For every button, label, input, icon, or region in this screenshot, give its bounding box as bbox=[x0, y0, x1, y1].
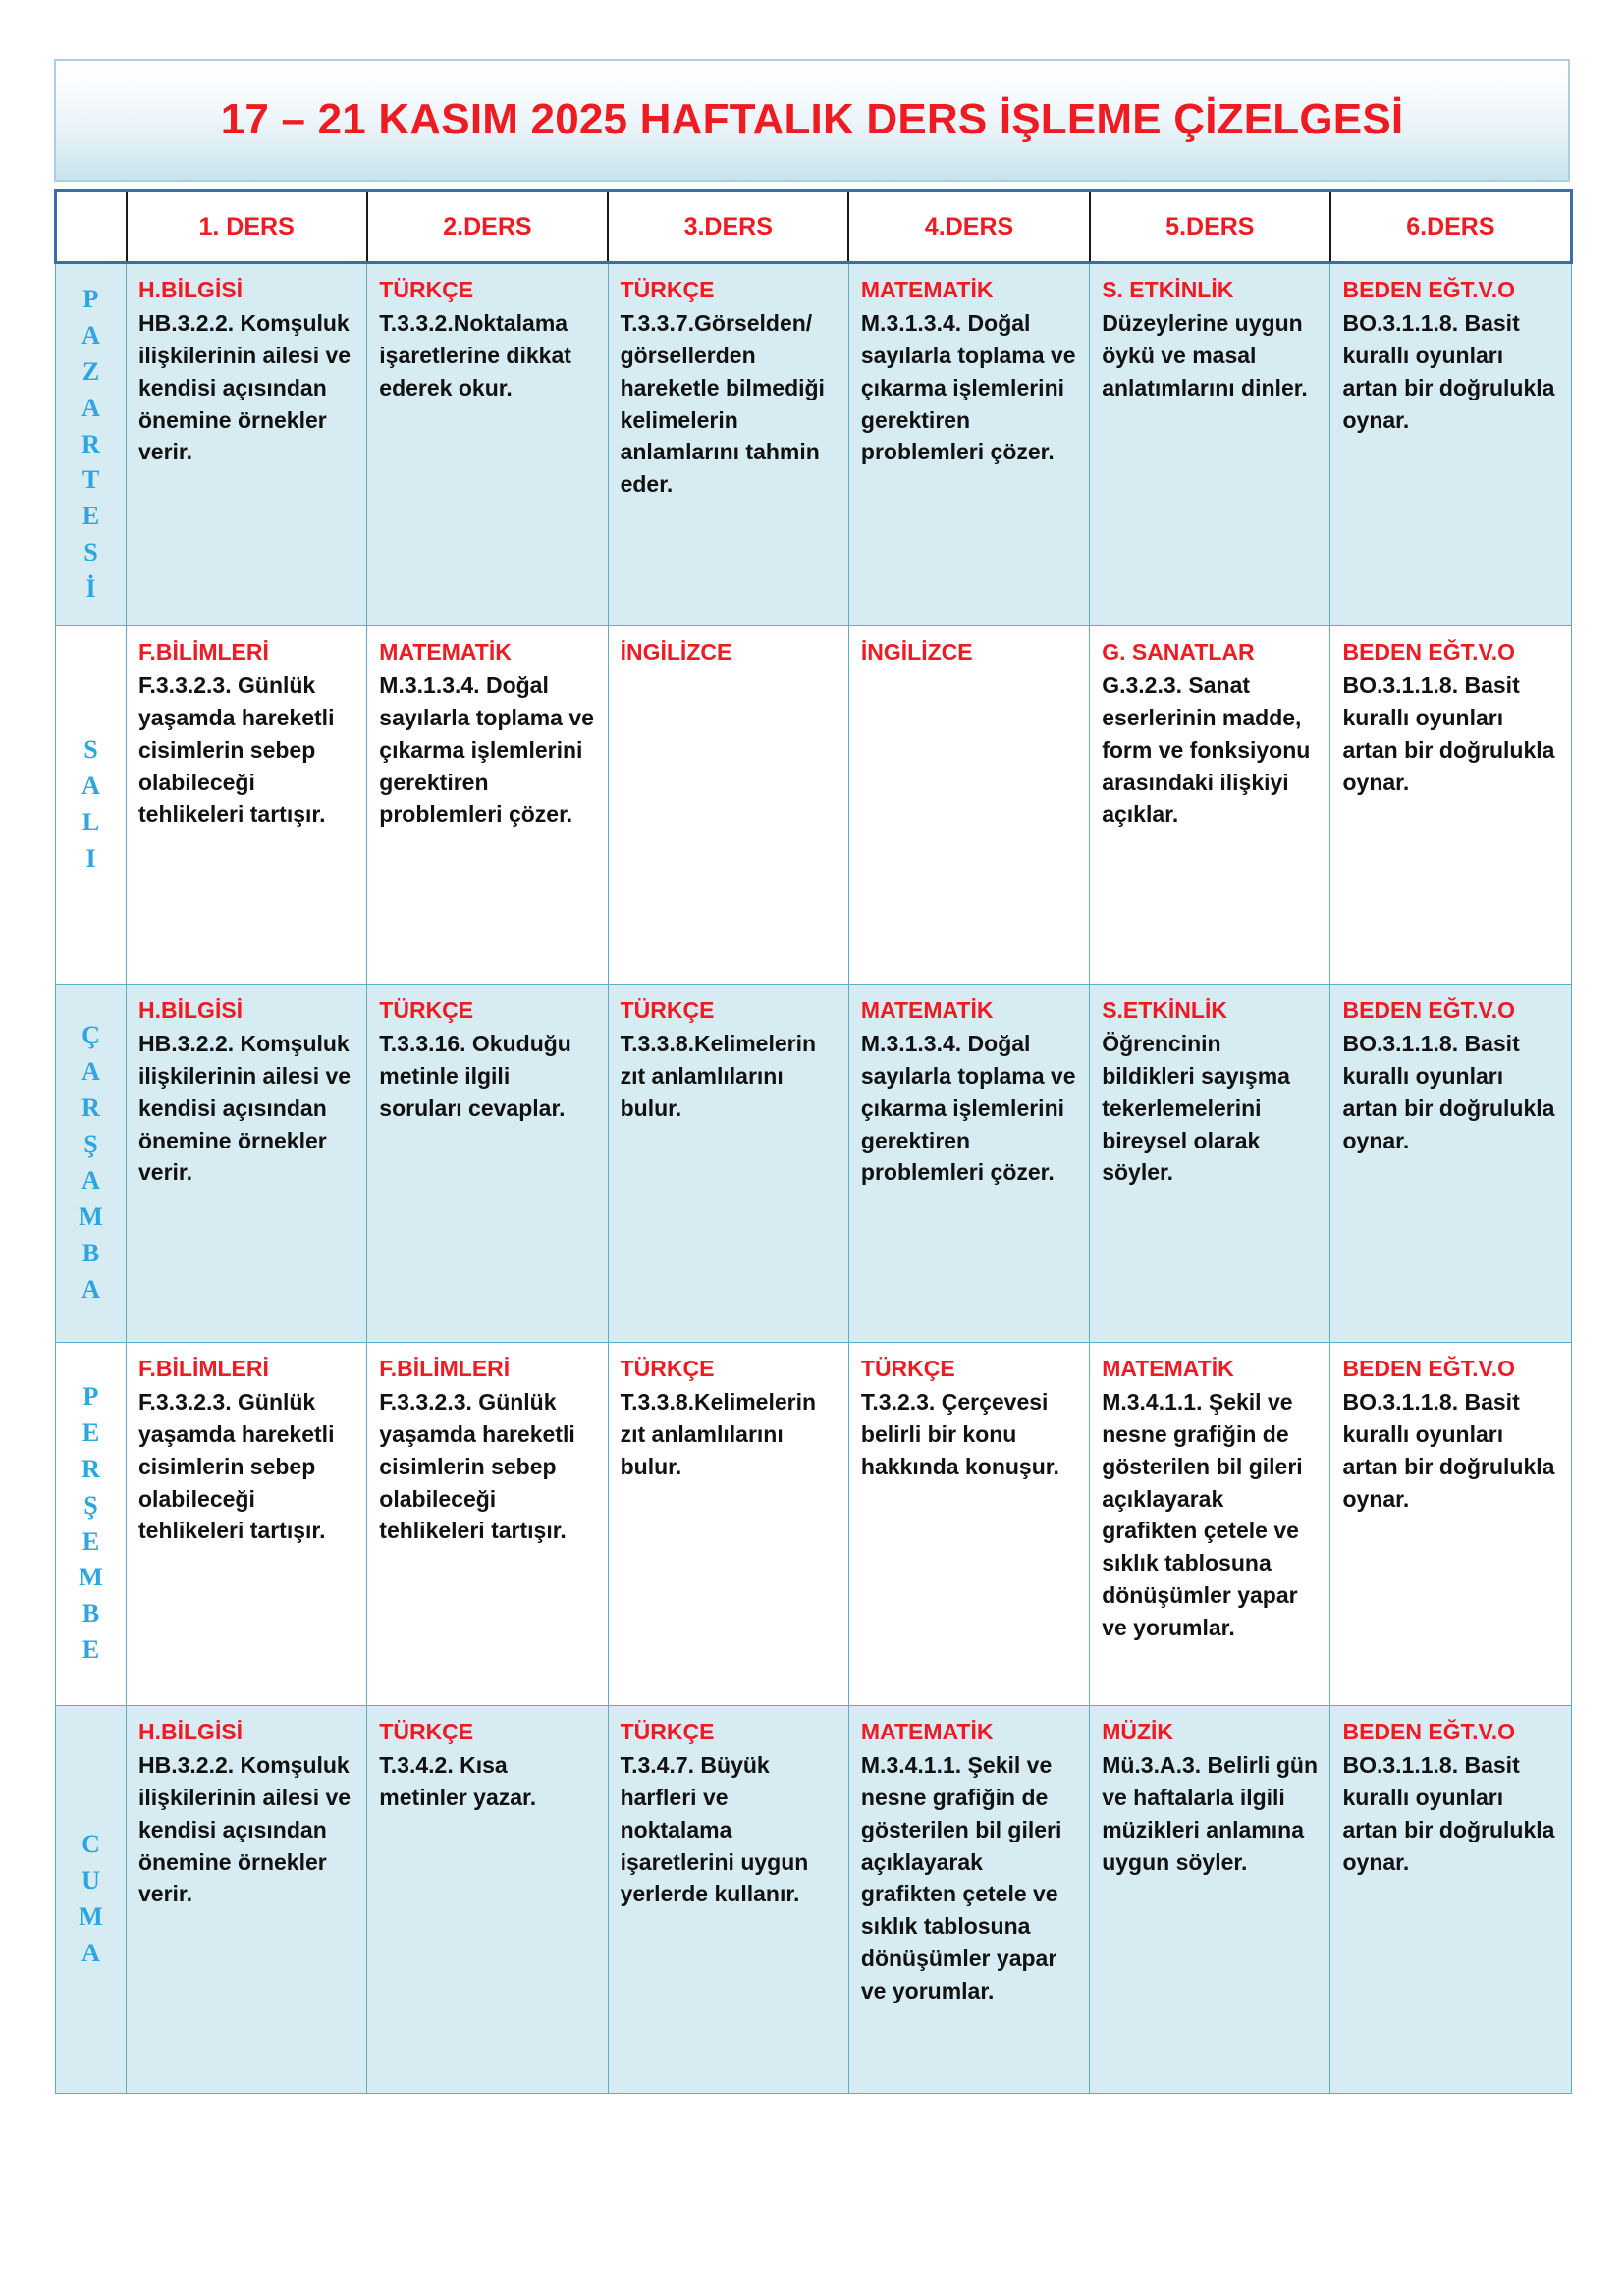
lesson-outcome: M.3.1.3.4. Doğal sayılarla toplama ve çıkarma işlemlerini gerektiren problemleri çözer. bbox=[860, 1030, 1076, 1186]
day-label-text: Ç A R Ş A M B A bbox=[79, 1021, 103, 1304]
lesson-outcome: F.3.3.2.3. Günlük yaşamda hareketli cisimlerin sebep olabileceği tehlikeleri tartışır. bbox=[138, 671, 335, 828]
lesson-outcome: BO.3.1.1.8. Basit kurallı oyunları artan bir doğrulukla oynar. bbox=[1342, 671, 1555, 795]
table-header-row bbox=[56, 191, 1572, 263]
lesson-subject: BEDEN EĞT.V.O bbox=[1342, 997, 1516, 1023]
column-header-lesson-2: 2.DERS bbox=[367, 191, 608, 263]
lesson-cell bbox=[1330, 263, 1571, 626]
day-label-text: P E R Ş E M B E bbox=[79, 1381, 103, 1665]
lesson-subject: MATEMATİK bbox=[860, 277, 994, 302]
lesson-subject: F.BİLİMLERİ bbox=[379, 1356, 511, 1381]
lesson-cell bbox=[1330, 985, 1571, 1343]
lesson-subject: TÜRKÇE bbox=[620, 277, 715, 302]
lesson-outcome: M.3.4.1.1. Şekil ve nesne grafiğin de gösterilen bil gileri açıklayarak grafikten çetele ve sıklık tablosuna dönüşümler yapar ve yorumlar. bbox=[860, 1751, 1062, 2003]
lesson-outcome: HB.3.2.2. Komşuluk ilişkilerinin ailesi ve kendisi açısından önemine örnekler verir. bbox=[138, 1751, 352, 1907]
lesson-cell bbox=[848, 1706, 1089, 2094]
lesson-outcome: G.3.2.3. Sanat eserlerinin madde, form ve fonksiyonu arasındaki ilişkiyi açıklar. bbox=[1102, 671, 1311, 828]
lesson-cell bbox=[608, 1706, 848, 2094]
lesson-outcome: T.3.3.8.Kelimelerin zıt anlamlılarını bulur. bbox=[620, 1388, 817, 1479]
lesson-subject: F.BİLİMLERİ bbox=[138, 639, 269, 665]
lesson-subject: MATEMATİK bbox=[860, 997, 994, 1023]
lesson-cell bbox=[367, 263, 608, 626]
lesson-outcome: BO.3.1.1.8. Basit kurallı oyunları artan bir doğrulukla oynar. bbox=[1342, 1751, 1555, 1875]
lesson-cell bbox=[1090, 985, 1330, 1343]
lesson-cell bbox=[1330, 1343, 1571, 1706]
page-title: 17 – 21 KASIM 2025 HAFTALIK DERS İŞLEME ÇİZELGESİ bbox=[220, 95, 1404, 144]
lesson-outcome: BO.3.1.1.8. Basit kurallı oyunları artan bir doğrulukla oynar. bbox=[1342, 309, 1555, 433]
lesson-cell bbox=[1330, 626, 1571, 985]
lesson-subject: TÜRKÇE bbox=[379, 997, 474, 1023]
table-body bbox=[56, 263, 1572, 2094]
lesson-outcome: T.3.3.7.Görselden/ görsellerden hareketle bilmediği kelimelerin anlamlarını tahmin eder. bbox=[620, 309, 825, 498]
lesson-cell bbox=[367, 985, 608, 1343]
day-label-cell-sali bbox=[56, 626, 127, 985]
lesson-cell bbox=[1090, 626, 1330, 985]
column-header-lesson-6: 6.DERS bbox=[1330, 191, 1571, 263]
lesson-cell bbox=[367, 626, 608, 985]
lesson-cell bbox=[127, 985, 367, 1343]
day-label-text: S A L I bbox=[81, 735, 100, 873]
lesson-subject: MATEMATİK bbox=[1102, 1356, 1234, 1381]
lesson-outcome: T.3.4.7. Büyük harfleri ve noktalama işaretlerini uygun yerlerde kullanır. bbox=[620, 1751, 809, 1907]
lesson-outcome: T.3.3.16. Okuduğu metinle ilgili soruları cevaplar. bbox=[379, 1030, 571, 1121]
lesson-cell bbox=[367, 1706, 608, 2094]
title-banner bbox=[54, 59, 1570, 182]
lesson-cell bbox=[1330, 1706, 1571, 2094]
column-header-lesson-1: 1. DERS bbox=[127, 191, 367, 263]
lesson-subject: MATEMATİK bbox=[860, 1719, 994, 1744]
lesson-outcome: T.3.2.3. Çerçevesi belirli bir konu hakkında konuşur. bbox=[860, 1388, 1059, 1479]
lesson-subject: H.BİLGİSİ bbox=[138, 1719, 244, 1744]
lesson-outcome: M.3.1.3.4. Doğal sayılarla toplama ve çıkarma işlemlerini gerektiren problemleri çözer. bbox=[379, 671, 594, 828]
lesson-cell bbox=[848, 985, 1089, 1343]
lesson-subject: S.ETKİNLİK bbox=[1102, 997, 1227, 1023]
lesson-subject: MATEMATİK bbox=[379, 639, 512, 665]
lesson-subject: TÜRKÇE bbox=[860, 1356, 955, 1381]
table-row bbox=[56, 626, 1572, 985]
lesson-outcome: F.3.3.2.3. Günlük yaşamda hareketli cisimlerin sebep olabileceği tehlikeleri tartışır. bbox=[138, 1388, 335, 1544]
lesson-cell bbox=[848, 263, 1089, 626]
lesson-subject: TÜRKÇE bbox=[620, 1719, 715, 1744]
lesson-outcome: T.3.3.2.Noktalama işaretlerine dikkat ederek okur. bbox=[379, 309, 571, 400]
lesson-outcome: Düzeylerine uygun öykü ve masal anlatımlarını dinler. bbox=[1102, 309, 1308, 400]
lesson-cell bbox=[1090, 1343, 1330, 1706]
lesson-outcome: Mü.3.A.3. Belirli gün ve haftalarla ilgili müzikleri anlamına uygun söyler. bbox=[1102, 1751, 1318, 1875]
lesson-cell bbox=[1090, 1706, 1330, 2094]
lesson-outcome: F.3.3.2.3. Günlük yaşamda hareketli cisimlerin sebep olabileceği tehlikeleri tartışır. bbox=[379, 1388, 575, 1544]
lesson-cell bbox=[127, 1706, 367, 2094]
table-row bbox=[56, 1343, 1572, 1706]
column-header-lesson-4: 4.DERS bbox=[848, 191, 1089, 263]
day-label-cell-pazartesi̇ bbox=[56, 263, 127, 626]
lesson-subject: H.BİLGİSİ bbox=[138, 277, 244, 302]
lesson-cell bbox=[127, 263, 367, 626]
lesson-cell bbox=[608, 1343, 848, 1706]
lesson-outcome: HB.3.2.2. Komşuluk ilişkilerinin ailesi ve kendisi açısından önemine örnekler verir. bbox=[138, 309, 352, 465]
lesson-outcome: T.3.3.8.Kelimelerin zıt anlamlılarını bulur. bbox=[620, 1030, 817, 1121]
lesson-outcome: M.3.4.1.1. Şekil ve nesne grafiğin de gösterilen bil gileri açıklayarak grafikten çetele ve sıklık tablosuna dönüşümler yapar ve yorumlar. bbox=[1102, 1388, 1303, 1640]
lesson-cell bbox=[127, 1343, 367, 1706]
lesson-subject: TÜRKÇE bbox=[620, 997, 715, 1023]
lesson-subject: TÜRKÇE bbox=[379, 277, 474, 302]
lesson-subject: H.BİLGİSİ bbox=[138, 997, 244, 1023]
day-label-text: C U M A bbox=[79, 1830, 103, 1967]
lesson-outcome: T.3.4.2. Kısa metinler yazar. bbox=[379, 1751, 537, 1810]
lesson-cell bbox=[127, 626, 367, 985]
header-corner-cell bbox=[56, 191, 127, 263]
column-header-lesson-5: 5.DERS bbox=[1090, 191, 1330, 263]
lesson-subject: F.BİLİMLERİ bbox=[138, 1356, 269, 1381]
lesson-outcome: Öğrencinin bildikleri sayışma tekerlemelerini bireysel olarak söyler. bbox=[1102, 1030, 1290, 1186]
lesson-cell bbox=[848, 1343, 1089, 1706]
lesson-outcome: BO.3.1.1.8. Basit kurallı oyunları artan bir doğrulukla oynar. bbox=[1342, 1030, 1555, 1153]
lesson-subject: TÜRKÇE bbox=[379, 1719, 474, 1744]
lesson-subject: BEDEN EĞT.V.O bbox=[1342, 277, 1516, 302]
lesson-subject: MÜZİK bbox=[1102, 1719, 1174, 1744]
lesson-cell bbox=[367, 1343, 608, 1706]
table-row bbox=[56, 263, 1572, 626]
day-label-cell-çarşamba bbox=[56, 985, 127, 1343]
table-row bbox=[56, 985, 1572, 1343]
lesson-subject: BEDEN EĞT.V.O bbox=[1342, 1719, 1516, 1744]
lesson-cell bbox=[608, 985, 848, 1343]
lesson-subject: İNGİLİZCE bbox=[860, 639, 973, 665]
weekly-schedule-table bbox=[54, 189, 1573, 2094]
lesson-subject: BEDEN EĞT.V.O bbox=[1342, 1356, 1516, 1381]
lesson-cell bbox=[848, 626, 1089, 985]
lesson-subject: TÜRKÇE bbox=[620, 1356, 715, 1381]
day-label-cell-perşembe bbox=[56, 1343, 127, 1706]
lesson-outcome: HB.3.2.2. Komşuluk ilişkilerinin ailesi ve kendisi açısından önemine örnekler verir. bbox=[138, 1030, 352, 1186]
lesson-cell bbox=[608, 626, 848, 985]
lesson-outcome: BO.3.1.1.8. Basit kurallı oyunları artan bir doğrulukla oynar. bbox=[1342, 1388, 1555, 1512]
day-label-cell-cuma bbox=[56, 1706, 127, 2094]
lesson-subject: BEDEN EĞT.V.O bbox=[1342, 639, 1516, 665]
lesson-subject: G. SANATLAR bbox=[1102, 639, 1255, 665]
day-label-text: P A Z A R T E S İ bbox=[81, 284, 100, 604]
lesson-cell bbox=[1090, 263, 1330, 626]
column-header-lesson-3: 3.DERS bbox=[608, 191, 848, 263]
lesson-subject: S. ETKİNLİK bbox=[1102, 277, 1234, 302]
lesson-cell bbox=[608, 263, 848, 626]
lesson-subject: İNGİLİZCE bbox=[620, 639, 732, 665]
lesson-outcome: M.3.1.3.4. Doğal sayılarla toplama ve çıkarma işlemlerini gerektiren problemleri çözer. bbox=[860, 309, 1076, 465]
table-row bbox=[56, 1706, 1572, 2094]
